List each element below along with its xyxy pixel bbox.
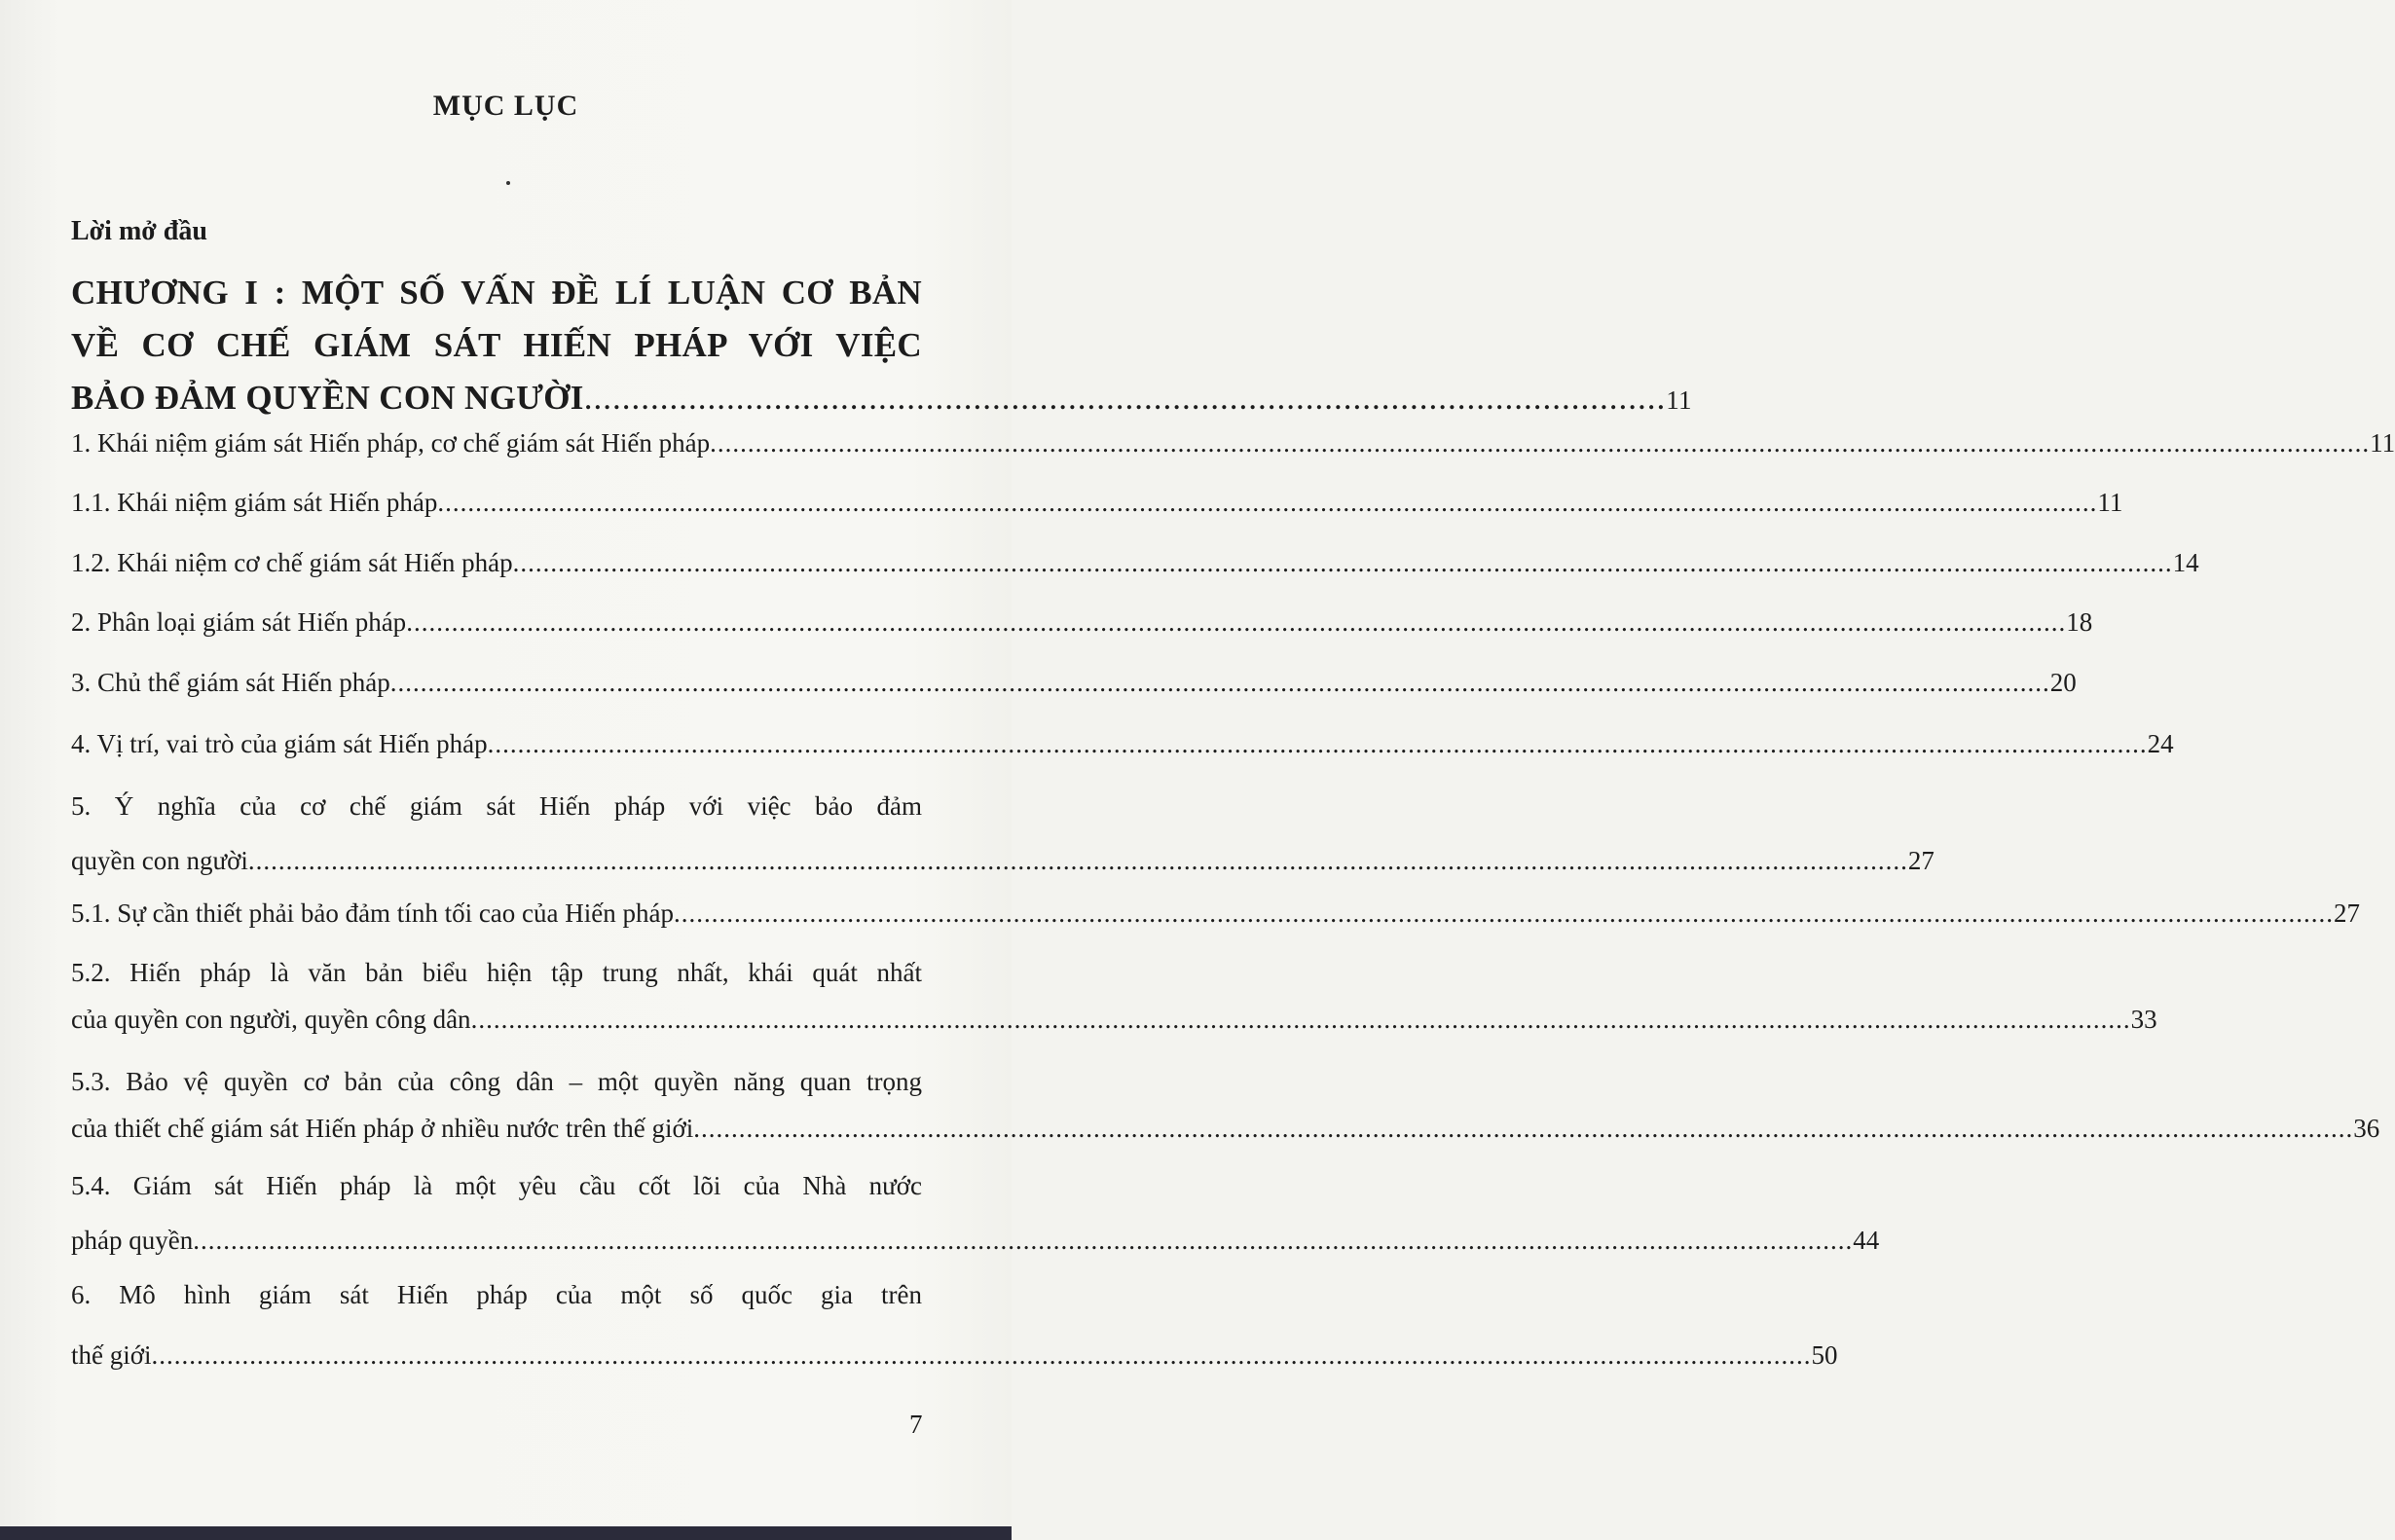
- toc-entry-page: 27: [1907, 846, 1934, 875]
- toc-entry-row: [71, 726, 2174, 761]
- toc-entry-text: quyền con người: [71, 846, 248, 875]
- toc-entry: [71, 955, 2157, 1037]
- leader-dots: ............................................................................................................................................................................................................................: [151, 1340, 1812, 1370]
- toc-entry: [71, 1277, 1838, 1373]
- ink-dot: [506, 181, 510, 185]
- toc-entry-page: 24: [2147, 729, 2174, 758]
- leader-dots: ............................................................................................................................................................................................................................: [437, 488, 2098, 517]
- toc-entry-row: [71, 1338, 1838, 1373]
- toc-entry-text: 2. Phân loại giám sát Hiến pháp: [71, 607, 407, 637]
- toc-entry-text: thế giới: [71, 1340, 152, 1370]
- toc-entry-page: 11: [2370, 428, 2395, 458]
- toc-entry-page: 18: [2066, 607, 2093, 637]
- toc-entry: [71, 425, 2395, 460]
- leader-dots: ............................................................................................................................................................................................................................: [710, 428, 2371, 458]
- toc-entry: [71, 485, 2123, 520]
- page-number: 7: [909, 1410, 923, 1439]
- leader-dots: ............................................................................................................................................................................................................................: [406, 607, 2067, 637]
- toc-entry-text: pháp quyền: [71, 1226, 194, 1255]
- leader-dots: ............................................................................................................................................................................................................................: [512, 548, 2173, 577]
- toc-entry-row: [71, 545, 2199, 580]
- toc-entry: [71, 1064, 2380, 1146]
- toc-entry-page: 44: [1853, 1226, 1880, 1255]
- toc-entry-text: 1.2. Khái niệm cơ chế giám sát Hiến pháp: [71, 548, 513, 577]
- toc-entry: [71, 545, 2199, 580]
- toc-entry-row: [71, 485, 2123, 520]
- leader-dots: ............................................................................................................................................................................................................................: [247, 846, 1908, 875]
- toc-entry: [71, 1168, 1880, 1258]
- toc-entry-row: [71, 896, 2360, 931]
- toc-entry-page: 50: [1811, 1340, 1838, 1370]
- toc-entry-line-1: 6. Mô hình giám sát Hiến pháp của một số quốc gia trên: [71, 1280, 922, 1309]
- toc-entry: [71, 605, 2093, 640]
- chapter-line-2: VỀ CƠ CHẾ GIÁM SÁT HIẾN PHÁP VỚI VIỆC: [71, 326, 922, 364]
- toc-entry-page: 27: [2333, 898, 2360, 928]
- toc-entry-page: 20: [2049, 668, 2077, 697]
- toc-entry-text: 5.1. Sự cần thiết phải bảo đảm tính tối cao của Hiến pháp: [71, 898, 674, 928]
- toc-entry-page: 14: [2172, 548, 2199, 577]
- toc-entry-text: 1. Khái niệm giám sát Hiến pháp, cơ chế giám sát Hiến pháp: [71, 428, 711, 458]
- toc-entry-row: [71, 605, 2093, 640]
- page-title: MỤC LỤC: [432, 90, 579, 122]
- scan-edge: [0, 1526, 1012, 1540]
- toc-entry-text: của thiết chế giám sát Hiến pháp ở nhiều nước trên thế giới: [71, 1114, 694, 1143]
- leader-dots: ............................................................................................................................................................................................................................: [673, 898, 2334, 928]
- toc-entry-row: [71, 425, 2395, 460]
- toc-entry-page: 11: [2097, 488, 2123, 517]
- toc-entry-line-1: 5.4. Giám sát Hiến pháp là một yêu cầu cốt lõi của Nhà nước: [71, 1171, 922, 1200]
- chapter-line-3: [71, 372, 1692, 426]
- toc-entry: [71, 726, 2174, 761]
- chapter-line-1: CHƯƠNG I : MỘT SỐ VẤN ĐỀ LÍ LUẬN CƠ BẢN: [71, 274, 922, 312]
- leader-dots: ............................................................................................................................................................................................................................: [470, 1005, 2131, 1034]
- toc-entry-row: [71, 1223, 1880, 1258]
- toc-entry-line-1: 5.2. Hiến pháp là văn bản biểu hiện tập trung nhất, khái quát nhất: [71, 958, 922, 987]
- leader-dots: ............................................................................................................................................................................................................................: [487, 729, 2148, 758]
- toc-entry-row: [71, 665, 2077, 700]
- toc-entry-text: 1.1. Khái niệm giám sát Hiến pháp: [71, 488, 438, 517]
- toc-entry-text: 3. Chủ thể giám sát Hiến pháp: [71, 668, 390, 697]
- toc-entry-page: 36: [2353, 1114, 2380, 1143]
- chapter-page: 11: [1666, 385, 1692, 415]
- leader-dots: ............................................................................................................................................................................................................................: [693, 1114, 2354, 1143]
- toc-entry-text: của quyền con người, quyền công dân: [71, 1005, 471, 1034]
- toc-entry-row: [71, 1111, 2380, 1146]
- leader-dots: ..................................................................................................................: [583, 379, 1667, 417]
- toc-entry-row: [71, 843, 1934, 878]
- toc-entry-text: 4. Vị trí, vai trò của giám sát Hiến pháp: [71, 729, 488, 758]
- toc-entry: [71, 788, 1934, 878]
- chapter-line-3-text: BẢO ĐẢM QUYỀN CON NGƯỜI: [71, 379, 584, 417]
- toc-intro: Lời mở đầu: [71, 216, 207, 246]
- toc-entry-line-1: 5. Ý nghĩa của cơ chế giám sát Hiến pháp với việc bảo đảm: [71, 791, 922, 821]
- leader-dots: ............................................................................................................................................................................................................................: [389, 668, 2050, 697]
- toc-entry-page: 33: [2130, 1005, 2157, 1034]
- chapter-heading: [71, 267, 1692, 426]
- toc-entry-line-1: 5.3. Bảo vệ quyền cơ bản của công dân – một quyền năng quan trọng: [71, 1067, 922, 1096]
- leader-dots: ............................................................................................................................................................................................................................: [193, 1226, 1854, 1255]
- toc-entry: [71, 896, 2360, 931]
- toc-entry-row: [71, 1002, 2157, 1037]
- toc-entry: [71, 665, 2077, 700]
